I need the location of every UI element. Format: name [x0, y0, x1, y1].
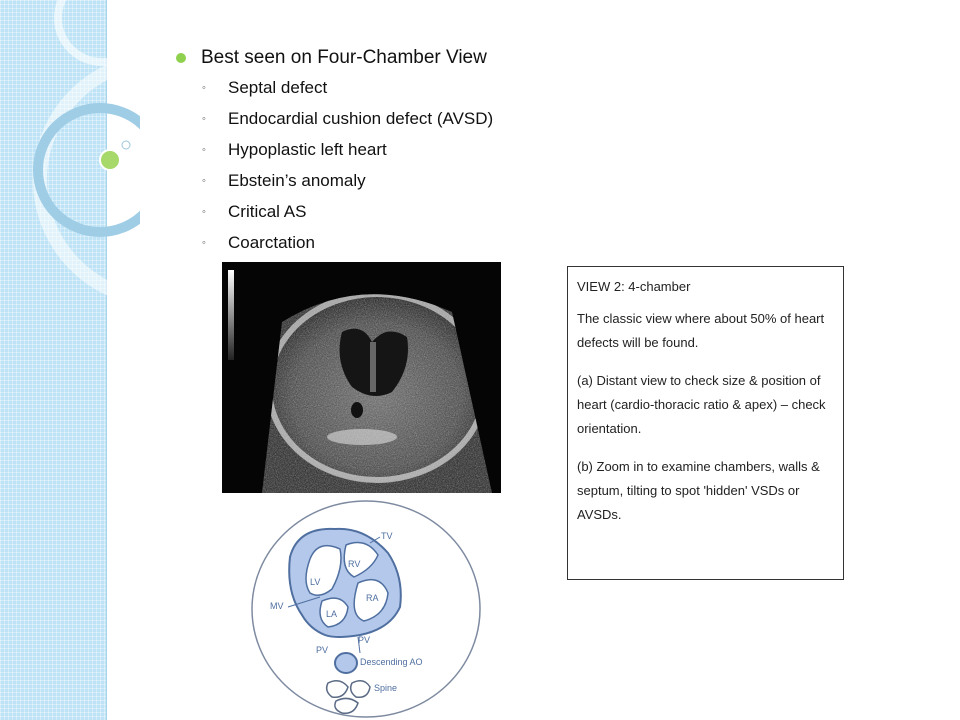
- label-mv: MV: [270, 601, 284, 611]
- descending-aorta: [335, 653, 357, 673]
- sub-bullet-item: [202, 196, 493, 227]
- sub-bullet-marker-icon: ◦: [202, 174, 206, 187]
- spine-vertebra: [351, 681, 370, 698]
- sub-bullet-item: [202, 103, 493, 134]
- info-box-paragraph: The classic view where about 50% of heart defects will be found.: [577, 311, 825, 350]
- sub-bullet-item: [202, 134, 493, 165]
- label-tv: TV: [381, 531, 393, 541]
- decor-green-dot: [100, 150, 120, 170]
- main-bullet: [176, 44, 493, 72]
- sub-bullet-marker-icon: ◦: [202, 236, 206, 249]
- label-lv: LV: [310, 577, 321, 587]
- bullet-list: [176, 44, 493, 258]
- sub-bullet-marker-icon: ◦: [202, 112, 206, 125]
- sub-bullet-container: [176, 72, 493, 258]
- label-spine: Spine: [374, 683, 398, 693]
- bullet-dot-icon: [176, 53, 186, 63]
- sub-bullet-item: [202, 227, 493, 258]
- label-rv: RV: [348, 559, 361, 569]
- decorative-circles: [0, 0, 140, 720]
- sub-bullet-marker-icon: ◦: [202, 205, 206, 218]
- view-info-box: [567, 266, 844, 580]
- sub-bullet-text: Septal defect: [228, 77, 328, 97]
- ultrasound-scan: [222, 262, 501, 493]
- label-pv-left: PV: [316, 645, 329, 655]
- sub-bullet-text: Ebstein’s anomaly: [228, 170, 366, 190]
- sub-bullet-text: Hypoplastic left heart: [228, 139, 387, 159]
- decor-small-dot: [122, 141, 130, 149]
- ultrasound-image: [222, 262, 501, 493]
- four-chamber-diagram: [240, 497, 490, 720]
- sub-bullet-marker-icon: ◦: [202, 143, 206, 156]
- label-pv-right: PV: [358, 635, 371, 645]
- info-box-title: VIEW 2: 4-chamber: [577, 279, 691, 294]
- info-box-paragraph: (b) Zoom in to examine chambers, walls & septum, tilting to spot 'hidden' VSDs or AVSDs.: [577, 459, 820, 522]
- decor-arc-medium: [38, 108, 140, 232]
- label-la: LA: [326, 609, 338, 619]
- sub-bullet-list: [176, 72, 493, 258]
- sub-bullet-text: Endocardial cushion defect (AVSD): [228, 108, 494, 128]
- sub-bullet-text: Coarctation: [228, 232, 315, 252]
- label-ra: RA: [366, 593, 379, 603]
- info-box-paragraph: (a) Distant view to check size & position of heart (cardio-thoracic ratio & apex) – check orientation.: [577, 373, 826, 436]
- sub-bullet-marker-icon: ◦: [202, 81, 206, 94]
- main-bullet-text: Best seen on Four-Chamber View: [201, 47, 487, 68]
- sub-bullet-item: [202, 72, 493, 103]
- decor-arc-top: [58, 0, 140, 62]
- label-descending-ao: Descending AO: [360, 657, 423, 667]
- sub-bullet-item: [202, 165, 493, 196]
- decor-arc-large: [40, 60, 140, 300]
- sub-bullet-text: Critical AS: [228, 201, 307, 221]
